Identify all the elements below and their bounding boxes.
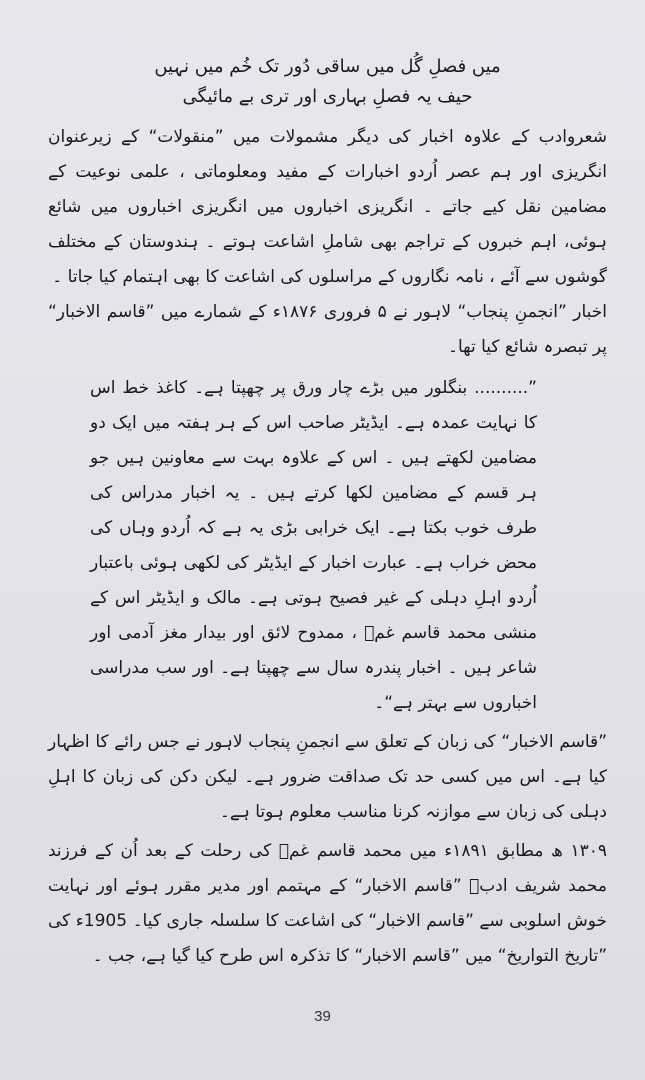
paragraph-contents: شعروادب کے علاوہ اخبار کی دیگر مشمولات میں ”منقولات“ کے زیرعنوان انگریزی اور ہم عصر اُردو اخبارات کے مفید ومعلوماتی ، علمی نوعیت کے مضامین نقل کیے جاتے ۔ انگریزی اخباروں میں انگریزی اخباروں میں شائع ہوئی، اہم خبروں کے تراجم بھی شاملِ اشاعت ہوتے ۔ ہندوستان کے مختلف گوشوں سے آئے ، نامہ نگاروں کے مراسلوں کی اشاعت کا بھی اہتمام کیا جاتا ۔ [48,127,607,287]
page-number: 39 [314,1008,331,1025]
paragraph-language: ”قاسم الاخبار“ کی زبان کے تعلق سے انجمنِ پنجاب لاہور نے جس رائے کا اظہار کیا ہے۔ اس میں کسی حد تک صداقت ضرور ہے۔ لیکن دکن کی زبان کا اہلِ دہلی کی زبان سے موازنہ کرنا مناسب معلوم ہوتا ہے۔ [48,732,607,822]
poem-line-2: حیف یہ فصلِ بہاری اور تری بے مائیگی [182,86,473,107]
paragraph-successor: ۱۳۰۹ ھ مطابق ۱۸۹۱ء میں محمد قاسم غمؔ کی رحلت کے بعد اُن کے فرزند محمد شریف ادبؔ ”قاسم الاخبار“ کے مہتمم اور مدیر مقرر ہوئے اور نہایت خوش اسلوبی سے ”قاسم الاخبار“ کی اشاعت کا سلسلہ جاری کیا۔ 1905ء کی ”تاریخ التواریخ“ میں ”قاسم الاخبار“ کا تذکرہ اس طرح کیا گیا ہے، جب ۔ [48,841,607,966]
block-quote: ”.......... بنگلور میں بڑے چار ورق پر چھپتا ہے۔ کاغذ خط اس کا نہایت عمدہ ہے۔ ایڈیٹر صاحب اس کے ہر ہفتہ میں ایک دو مضامین لکھتے ہیں ۔ اس کے علاوہ بہت سے معاونین ہیں جو ہر قسم کے مضامین لکھا کرتے ہیں ۔ یہ اخبار مدراس کی طرف خوب بکتا ہے۔ ایک خرابی بڑی یہ ہے کہ اُردو وہاں کی محض خراب ہے۔ عبارت اخبار کے ایڈیٹر کی لکھی ہوئی باعتبار اُردو اہلِ دہلی کے غیر فصیح ہوتی ہے۔ مالک و ایڈیٹر اس کے منشی محمد قاسم غمؔ ، ممدوح لائق اور بیدار مغز آدمی اور شاعر ہیں ۔ اخبار پندرہ سال سے چھپتا ہے۔ اور سب مدراسی اخباروں سے بہتر ہے“۔ [90,378,537,713]
page-text [48,52,607,974]
paragraph-review-intro: اخبار ”انجمنِ پنجاب“ لاہور نے ۵ فروری ۱۸۷۶ء کے شمارے میں ”قاسم الاخبار“ پر تبصرہ شائع کیا تھا۔ [48,302,607,357]
poem-line-1: میں فصلِ گُل میں ساقی دُور تک خُم میں نہیں [154,56,501,77]
